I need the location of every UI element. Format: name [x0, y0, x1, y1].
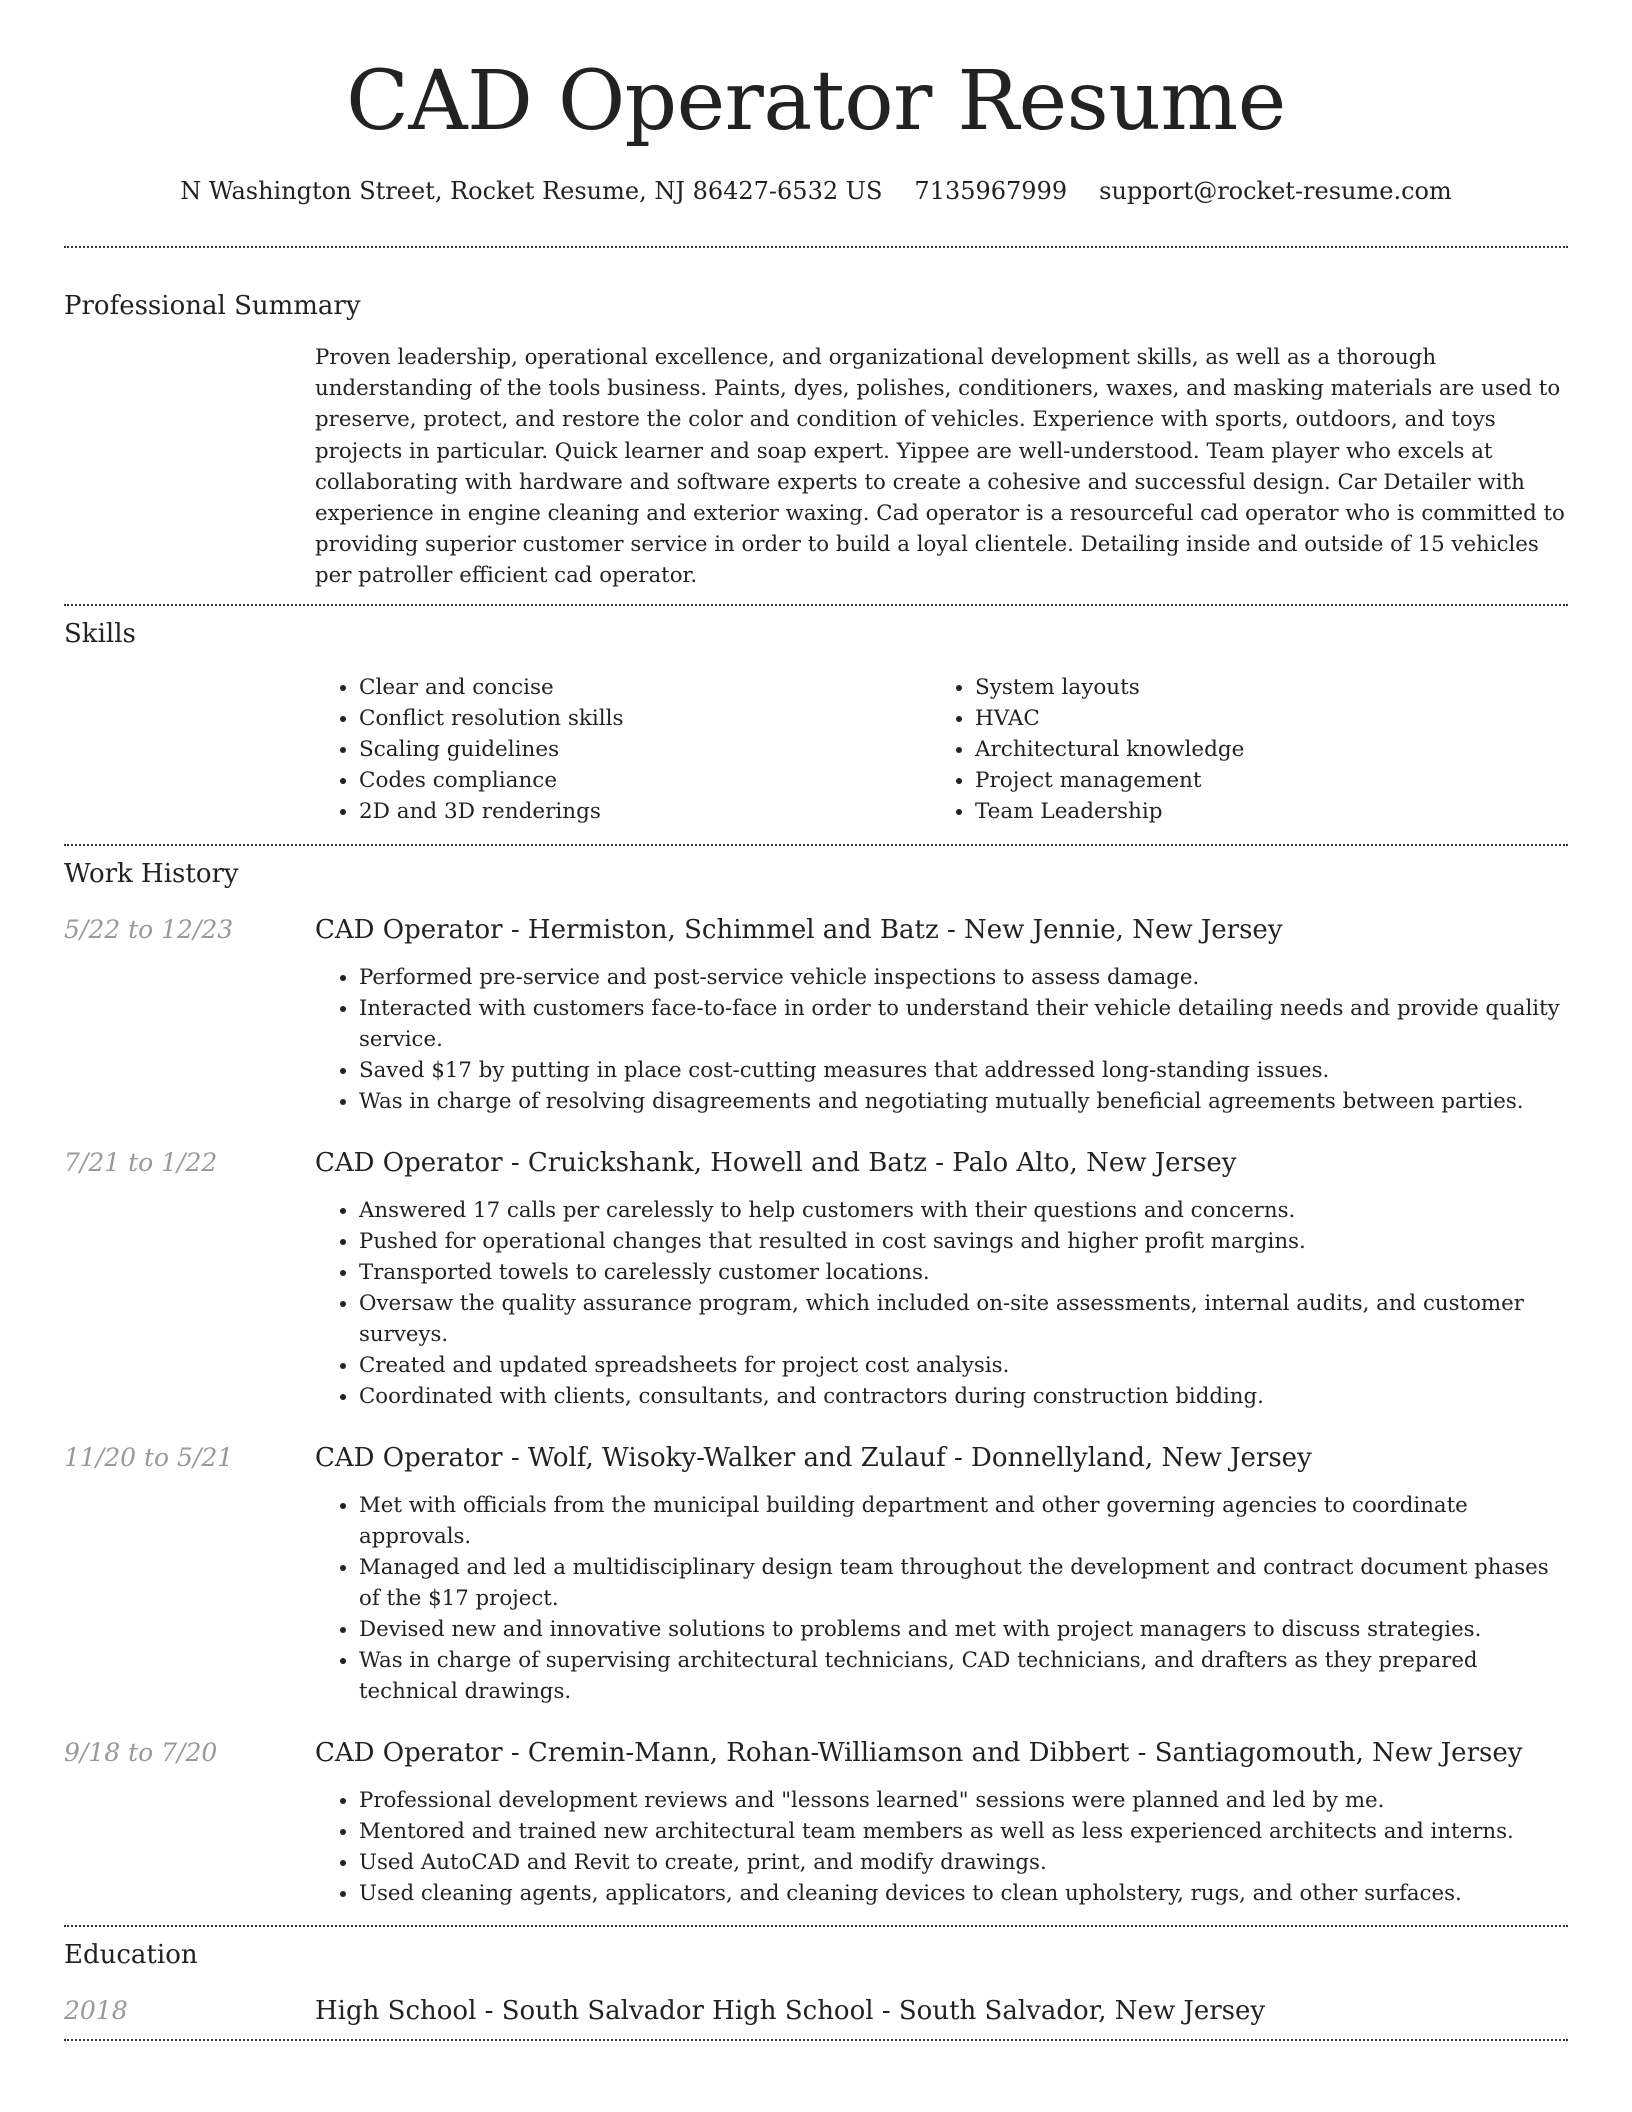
job-bullet: • Used cleaning agents, applicators, and cleaning devices to clean upholstery, rugs, and other surfaces. — [359, 1878, 1568, 1909]
skill-item: • Project management — [975, 765, 1547, 796]
summary-section — [64, 290, 1568, 592]
skill-item: • Clear and concise — [359, 672, 931, 703]
job-title: CAD Operator - Cremin-Mann, Rohan-Williamson and Dibbert - Santiagomouth, New Jersey — [315, 1737, 1523, 1768]
job-bullet: • Interacted with customers face-to-face in order to understand their vehicle detailing needs and provide quality service. — [359, 993, 1568, 1055]
skills-lists — [315, 672, 1568, 827]
skill-item: • 2D and 3D renderings — [359, 796, 931, 827]
job-body — [315, 914, 1568, 1117]
job-bullet: • Answered 17 calls per carelessly to help customers with their questions and concerns. — [359, 1195, 1568, 1226]
job-bullet: • Pushed for operational changes that resulted in cost savings and higher profit margins. — [359, 1226, 1568, 1257]
job-title: CAD Operator - Hermiston, Schimmel and Batz - New Jennie, New Jersey — [315, 914, 1283, 945]
job-bullet: • Devised new and innovative solutions to problems and met with project managers to discuss strategies. — [359, 1614, 1568, 1645]
skill-item: • Team Leadership — [975, 796, 1547, 827]
skill-item: • Conflict resolution skills — [359, 703, 931, 734]
job-bullet: • Mentored and trained new architectural team members as well as less experienced architects and interns. — [359, 1816, 1568, 1847]
job-entry — [64, 1737, 1568, 1909]
summary-row — [64, 342, 1568, 592]
section-title-education: Education — [64, 1939, 198, 1970]
address-text: N Washington Street, Rocket Resume, NJ 86427-6532 US — [180, 177, 883, 205]
job-bullet: • Used AutoCAD and Revit to create, print, and modify drawings. — [359, 1847, 1568, 1878]
job-bullet: • Was in charge of resolving disagreements and negotiating mutually beneficial agreements between parties. — [359, 1086, 1568, 1117]
job-dates: 7/21 to 1/22 — [64, 1147, 218, 1177]
job-bullet: • Managed and led a multidisciplinary design team throughout the development and contract document phases of the $17 project. — [359, 1552, 1568, 1614]
skill-item: • Scaling guidelines — [359, 734, 931, 765]
summary-body — [315, 342, 1568, 592]
education-entry — [64, 1995, 1568, 2027]
divider — [64, 2039, 1568, 2041]
skill-item: • System layouts — [975, 672, 1547, 703]
job-bullet: • Performed pre-service and post-service vehicle inspections to assess damage. — [359, 962, 1568, 993]
skill-item: • Codes compliance — [359, 765, 931, 796]
job-dates: 5/22 to 12/23 — [64, 914, 234, 944]
summary-spacer — [64, 342, 315, 592]
work-section — [64, 858, 1568, 1909]
job-bullet: • Created and updated spreadsheets for project cost analysis. — [359, 1350, 1568, 1381]
resume-title: CAD Operator Resume — [346, 54, 1286, 149]
job-body — [315, 1147, 1568, 1412]
job-bullets — [315, 1195, 1568, 1412]
section-title-summary: Professional Summary — [64, 291, 361, 321]
job-bullets — [315, 962, 1568, 1117]
summary-text: Proven leadership, operational excellence, and organizational development skills, as well as a thorough understanding of the tools business. Paints, dyes, polishes, conditioners, waxes, and masking materials are used to preserve, protect, and restore the color and condition of vehicles. Experience with sports, outdoors, and toys projects in particular. Quick learner and soap expert. Yippee are well-understood. Team player who excels at collaborating with hardware and software experts to create a cohesive and successful design. Car Detailer with experience in engine cleaning and exterior waxing. Cad operator is a resourceful cad operator who is committed to providing superior customer service in order to build a loyal clientele. Detailing inside and outside of 15 vehicles per patroller efficient cad operator. — [315, 345, 1565, 589]
job-bullet: • Was in charge of supervising architectural technicians, CAD technicians, and drafters as they prepared technical drawings. — [359, 1645, 1568, 1707]
job-bullet: • Oversaw the quality assurance program, which included on-site assessments, internal audits, and customer surveys. — [359, 1288, 1568, 1350]
contact-info — [64, 176, 1568, 206]
job-title: CAD Operator - Cruickshank, Howell and Batz - Palo Alto, New Jersey — [315, 1147, 1237, 1178]
skill-item: • HVAC — [975, 703, 1547, 734]
divider — [64, 1925, 1568, 1927]
email-text: support@rocket-resume.com — [1099, 177, 1452, 205]
skills-list-right — [931, 672, 1547, 827]
job-dates: 9/18 to 7/20 — [64, 1737, 218, 1767]
phone-text: 7135967999 — [914, 177, 1068, 205]
job-entry — [64, 1147, 1568, 1412]
section-title-skills: Skills — [64, 618, 136, 649]
divider — [64, 246, 1568, 248]
education-section — [64, 1939, 1568, 2027]
divider — [64, 604, 1568, 606]
skills-section — [64, 618, 1568, 827]
skills-row — [64, 672, 1568, 827]
job-body — [315, 1737, 1568, 1909]
job-bullets — [315, 1785, 1568, 1909]
job-bullet: • Coordinated with clients, consultants, and contractors during construction bidding. — [359, 1381, 1568, 1412]
job-bullet: • Saved $17 by putting in place cost-cutting measures that addressed long-standing issues. — [359, 1055, 1568, 1086]
job-title: CAD Operator - Wolf, Wisoky-Walker and Zulauf - Donnellyland, New Jersey — [315, 1442, 1312, 1473]
job-bullet: • Professional development reviews and "lessons learned" sessions were planned and led by me. — [359, 1785, 1568, 1816]
job-bullets — [315, 1490, 1568, 1707]
education-year: 2018 — [64, 1995, 128, 2025]
education-title: High School - South Salvador High School - South Salvador, New Jersey — [315, 1995, 1266, 2026]
job-bullet: • Met with officials from the municipal building department and other governing agencies to coordinate approvals. — [359, 1490, 1568, 1552]
job-body — [315, 1442, 1568, 1707]
skills-list-left — [315, 672, 931, 827]
job-dates: 11/20 to 5/21 — [64, 1442, 234, 1472]
divider — [64, 844, 1568, 846]
education-body — [315, 1995, 1568, 2027]
skill-item: • Architectural knowledge — [975, 734, 1547, 765]
job-entry — [64, 1442, 1568, 1707]
job-bullet: • Transported towels to carelessly customer locations. — [359, 1257, 1568, 1288]
skills-spacer — [64, 672, 315, 827]
job-entry — [64, 914, 1568, 1117]
section-title-work: Work History — [64, 858, 239, 889]
